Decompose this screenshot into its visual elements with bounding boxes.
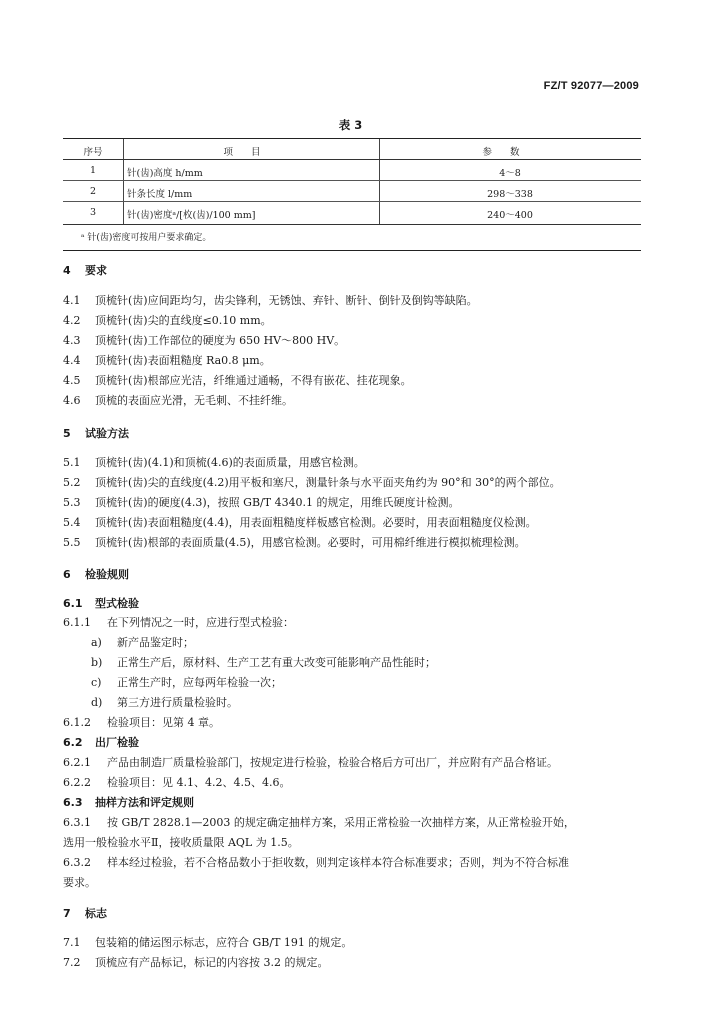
- clause-5-5: 5.5 顶梳针(齿)根部的表面质量(4.5)，用感官检测。必要时，可用棉纤维进行模拟梳理检测。: [63, 536, 526, 549]
- clause-6-3-1: 6.3.1 按 GB/T 2828.1—2003 的规定确定抽样方案，采用正常检验一次抽样方案，从正常检验开始，: [63, 816, 575, 829]
- standard-code: FZ/T 92077—2009: [543, 80, 639, 92]
- cell-index: 1: [89, 165, 97, 176]
- table-header-row: [63, 139, 641, 160]
- section-heading-4: 4 要求: [63, 264, 107, 277]
- clause-7-2: 7.2 顶梳应有产品标记，标记的内容按 3.2 的规定。: [63, 956, 329, 969]
- cell-param: 298～338: [487, 189, 533, 200]
- clause-5-3: 5.3 顶梳针(齿)的硬度(4.3)，按照 GB/T 4340.1 的规定，用维氏硬度计检测。: [63, 496, 460, 509]
- clause-6-2-2: 6.2.2 检验项目：见 4.1、4.2、4.5、4.6。: [63, 776, 291, 789]
- section-heading-6-1: 6.1 型式检验: [63, 597, 139, 610]
- cell-param: 240～400: [487, 210, 533, 221]
- header-param: 参数: [482, 147, 538, 158]
- list-item-c: c) 正常生产时，应每两年检验一次；: [91, 676, 282, 689]
- clause-5-4: 5.4 顶梳针(齿)表面粗糙度(4.4)，用表面粗糙度样板感官检测。必要时，用表面粗糙度仪检测。: [63, 516, 537, 529]
- header-index: 序号: [83, 147, 103, 158]
- clause-6-1-2: 6.1.2 检验项目：见第 4 章。: [63, 716, 220, 729]
- table-row: [63, 202, 641, 225]
- clause-6-1-1: 6.1.1 在下列情况之一时，应进行型式检验：: [63, 616, 294, 629]
- header-item: 项目: [223, 147, 279, 158]
- cell-item: 针条长度 l/mm: [127, 189, 193, 200]
- list-item-a: a) 新产品鉴定时；: [91, 636, 194, 649]
- clause-5-1: 5.1 顶梳针(齿)(4.1)和顶梳(4.6)的表面质量，用感官检测。: [63, 456, 365, 469]
- section-heading-6-2: 6.2 出厂检验: [63, 736, 139, 749]
- clause-6-3-1-cont: 选用一般检验水平Ⅱ，接收质量限 AQL 为 1.5。: [63, 836, 299, 849]
- clause-4-4: 4.4 顶梳针(齿)表面粗糙度 Ra0.8 μm。: [63, 354, 271, 367]
- clause-6-3-2-cont: 要求。: [63, 876, 96, 889]
- section-heading-6-3: 6.3 抽样方法和评定规则: [63, 796, 194, 809]
- clause-4-1: 4.1 顶梳针(齿)应间距均匀，齿尖锋利，无锈蚀、弃针、断针、倒针及倒钩等缺陷。: [63, 294, 478, 307]
- table-row: [63, 181, 641, 202]
- clause-4-6: 4.6 顶梳的表面应光滑，无毛刺、不挂纤维。: [63, 394, 293, 407]
- clause-5-2: 5.2 顶梳针(齿)尖的直线度(4.2)用平板和塞尺，测量针条与水平面夹角约为 90°和 30°的两个部位。: [63, 476, 561, 489]
- list-item-d: d) 第三方进行质量检验时。: [91, 696, 238, 709]
- cell-item: 针(齿)密度ᵃ/[枚(齿)/100 mm]: [127, 210, 256, 221]
- list-item-b: b) 正常生产后，原材料、生产工艺有重大改变可能影响产品性能时；: [91, 656, 436, 669]
- section-heading-5: 5 试验方法: [63, 427, 129, 440]
- cell-item: 针(齿)高度 h/mm: [127, 168, 203, 179]
- cell-index: 2: [89, 186, 97, 197]
- clause-6-3-2: 6.3.2 样本经过检验，若不合格品数小于拒收数，则判定该样本符合标准要求；否则，判为不符合标准: [63, 856, 569, 869]
- table-caption: 表 3: [338, 118, 363, 132]
- clause-7-1: 7.1 包装箱的储运图示标志，应符合 GB/T 191 的规定。: [63, 936, 353, 949]
- section-heading-6: 6 检验规则: [63, 568, 129, 581]
- section-heading-7: 7 标志: [63, 907, 107, 920]
- clause-6-2-1: 6.2.1 产品由制造厂质量检验部门，按规定进行检验，检验合格后方可出厂，并应附有产品合格证。: [63, 756, 558, 769]
- table-row: [63, 160, 641, 181]
- table-note: ᵃ 针(齿)密度可按用户要求确定。: [81, 233, 212, 243]
- clause-4-5: 4.5 顶梳针(齿)根部应光洁，纤维通过通畅，不得有嵌花、挂花现象。: [63, 374, 412, 387]
- parameter-table: [63, 138, 641, 251]
- cell-param: 4～8: [499, 168, 521, 179]
- clause-4-2: 4.2 顶梳针(齿)尖的直线度≤0.10 mm。: [63, 314, 272, 327]
- clause-4-3: 4.3 顶梳针(齿)工作部位的硬度为 650 HV～800 HV。: [63, 334, 346, 347]
- cell-index: 3: [89, 207, 97, 218]
